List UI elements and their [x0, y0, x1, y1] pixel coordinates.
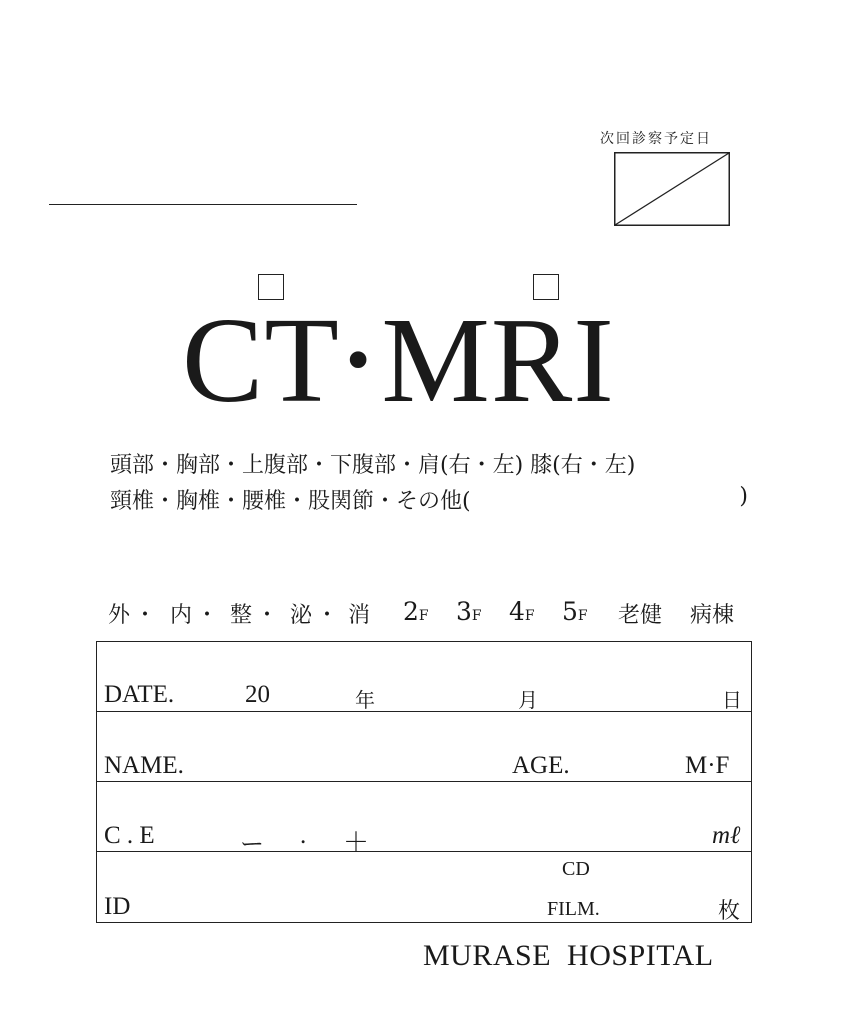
month-unit: 月: [518, 688, 538, 712]
count-unit: 枚: [718, 899, 741, 924]
film-label: FILM.: [547, 898, 600, 920]
floor-5f: 5F: [562, 597, 588, 626]
form-row-divider: [96, 851, 752, 852]
mri-title: MRI: [381, 293, 615, 428]
age-label: AGE.: [512, 752, 570, 779]
name-label: NAME.: [104, 752, 184, 779]
body-region-line-2-text: 頸椎・胸椎・腰椎・股関節・その他(: [110, 489, 471, 514]
dept-sep: ・: [196, 603, 219, 628]
ce-plus: ＋: [343, 828, 370, 858]
other-close-paren: ): [739, 484, 748, 509]
dept-urology: 泌: [290, 603, 313, 628]
next-visit-box[interactable]: [614, 152, 730, 226]
date-label: DATE.: [104, 681, 175, 708]
ce-label: C . E: [104, 822, 155, 849]
next-visit-label: 次回診察予定日: [600, 131, 712, 147]
hospital-name: MURASE HOSPITAL: [423, 939, 714, 972]
dept-sep: ・: [316, 603, 339, 628]
floor-2f: 2F: [403, 597, 429, 626]
ce-dot: .: [300, 822, 307, 849]
year-prefix: 20: [245, 681, 270, 708]
floor-4f: 4F: [509, 597, 535, 626]
body-region-line-2: [110, 484, 748, 515]
dept-orthopedics: 整: [230, 603, 253, 628]
form-row-divider: [96, 711, 752, 712]
ce-minus: ー: [240, 830, 264, 858]
patient-name-line: [49, 204, 357, 205]
body-region-line-1: 頭部・胸部・上腹部・下腹部・肩(右・左) 膝(右・左): [110, 453, 636, 478]
dept-sep: ・: [134, 603, 157, 628]
dept-ward: 病棟: [690, 603, 735, 628]
exam-type-title: [182, 293, 682, 428]
year-unit: 年: [355, 688, 375, 712]
id-label: ID: [104, 893, 131, 920]
day-unit: 日: [722, 688, 742, 712]
form-row-divider: [96, 781, 752, 782]
dept-sep: ・: [256, 603, 279, 628]
ce-unit: mℓ: [712, 822, 741, 849]
dept-surgery: 外: [108, 603, 131, 628]
dept-internal: 内: [170, 603, 193, 628]
floor-3f: 3F: [456, 597, 482, 626]
dept-geriatric: 老健: [618, 603, 663, 628]
title-dot: •: [345, 322, 372, 399]
ct-title: CT: [182, 293, 340, 428]
sex-label: M·F: [685, 752, 730, 779]
patient-form-table: [96, 641, 752, 923]
dept-gastro: 消: [348, 603, 371, 628]
cd-label: CD: [562, 858, 590, 880]
